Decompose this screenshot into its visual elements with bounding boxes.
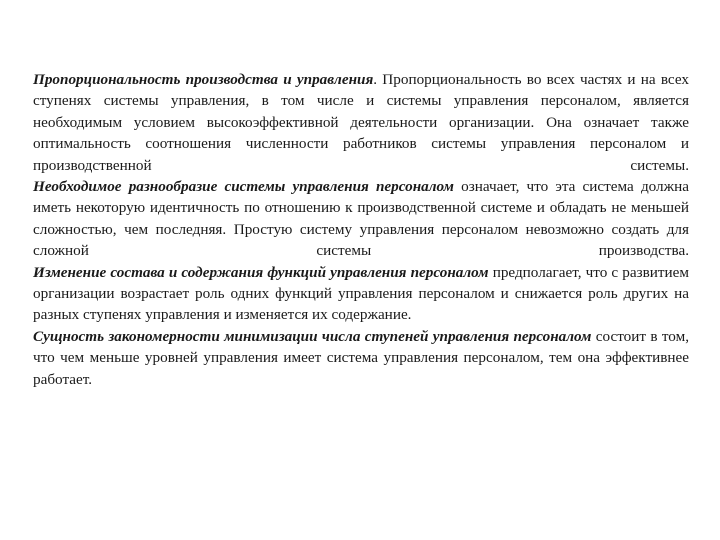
term-suffix: . xyxy=(373,71,378,88)
term-functions-change: Изменение состава и содержания функций управления персоналом xyxy=(33,263,489,281)
paragraph-body: Пропорциональность во всех частях и на всех ступенях системы управления, в том числе и системы управления персоналом, является необходимым условием высокоэффективной деятельности организации. Она означает также оптимальность соотношения численности работников системы управления персоналом и производственной системы. xyxy=(33,71,689,174)
paragraph-body: означает, что эта система должна иметь некоторую идентичность по отношению к производственной системе и обладать не меньшей сложностью, чем последняя. Простую систему управления персоналом невозможно создать для сложной системы производства. xyxy=(33,178,690,260)
paragraph-diversity xyxy=(33,176,689,262)
term-diversity: Необходимое разнообразие системы управления персоналом xyxy=(33,178,454,196)
paragraph-functions-change xyxy=(33,262,689,326)
paragraph-body: состоит в том, что чем меньше уровней управления имеет система управления персоналом, тем она эффективнее работает. xyxy=(33,327,689,388)
term-minimization: Сущность закономерности минимизации числа ступеней управления персоналом xyxy=(33,327,592,345)
paragraph-body: предполагает, что с развитием организации возрастает роль одних функций управления персоналом и снижается роль других на разных ступенях управления и изменяется их содержание. xyxy=(33,263,689,324)
text-block xyxy=(33,69,689,390)
paragraph-proportionality xyxy=(33,69,689,176)
term-proportionality: Пропорциональность производства и управления xyxy=(33,71,374,88)
paragraph-minimization xyxy=(33,326,689,390)
